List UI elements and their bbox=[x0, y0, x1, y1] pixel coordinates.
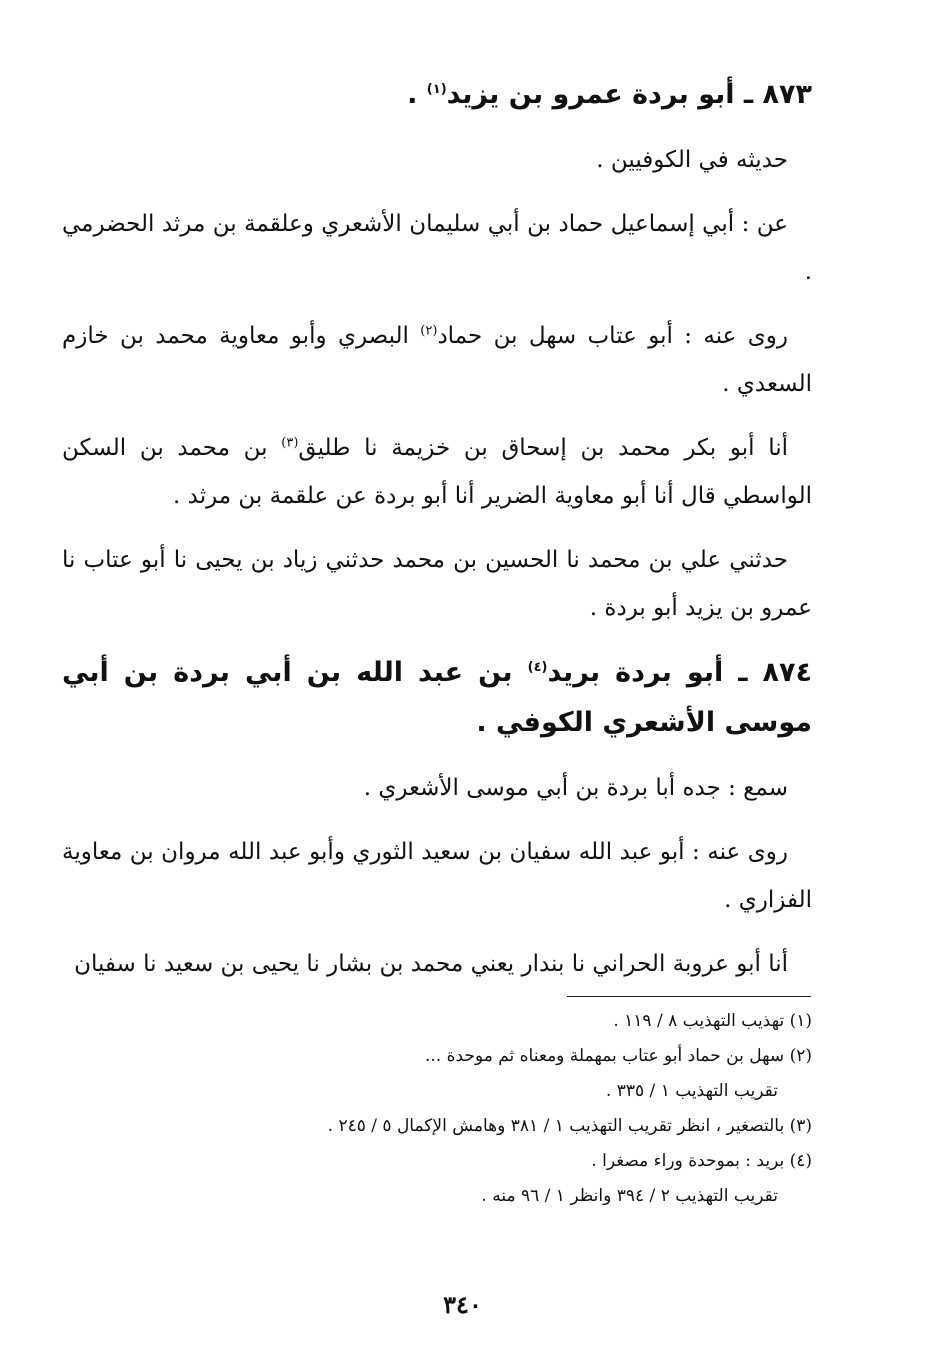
paragraph-isnad-3: أنا أبو عروبة الحراني نا بندار يعني محمد بن بشار نا يحيى بن سعيد نا سفيان bbox=[74, 951, 788, 977]
entry-heading-873 bbox=[62, 70, 812, 120]
paragraph-isnad-2: حدثني علي بن محمد نا الحسين بن محمد حدثني زياد بن يحيى نا أبو عتاب نا عمرو بن يزيد أبو بردة . bbox=[62, 547, 812, 621]
footnote-3: (٣) بالتصغير ، انظر تقريب التهذيب ١ / ٣٨١ وهامش الإكمال ٥ / ٢٤٥ . bbox=[327, 1116, 812, 1136]
heading-text-a: ٨٧٤ ـ أبو بردة بريد bbox=[547, 657, 812, 688]
rawa-text-a: روى عنه : أبو عتاب سهل بن حماد bbox=[437, 323, 788, 349]
footnote-divider bbox=[567, 996, 811, 997]
paragraph-rawa-873 bbox=[62, 312, 812, 408]
footnote-ref-2[interactable]: (٢) bbox=[420, 323, 438, 339]
footnote-4: (٤) بريد : بموحدة وراء مصغرا . bbox=[591, 1151, 812, 1171]
footnote-4-continued: تقريب التهذيب ٢ / ٣٩٤ وانظر ١ / ٩٦ منه . bbox=[481, 1186, 778, 1206]
rawa-text-b: البصري وأبو معاوية محمد بن خازم السعدي . bbox=[62, 323, 812, 397]
heading-text-b: بن عبد الله بن أبي بردة بن أبي موسى الأشعري الكوفي . bbox=[62, 657, 812, 738]
entry-heading-874 bbox=[62, 648, 812, 748]
footnote-ref-1[interactable]: (١) bbox=[426, 82, 447, 97]
heading-text: ٨٧٣ ـ أبو بردة عمرو بن يزيد bbox=[446, 79, 812, 110]
footnotes bbox=[210, 1010, 812, 1220]
footnote-2: (٢) سهل بن حماد أبو عتاب بمهملة ومعناه ثم موحدة ... bbox=[424, 1046, 812, 1066]
isnad-text-b: بن محمد بن السكن الواسطي قال أنا أبو معاوية الضرير أنا أبو بردة عن علقمة بن مرثد . bbox=[62, 435, 812, 509]
main-text bbox=[62, 70, 812, 1004]
paragraph-samia: سمع : جده أبا بردة بن أبي موسى الأشعري . bbox=[363, 775, 788, 801]
footnote-ref-3[interactable]: (٣) bbox=[281, 435, 299, 451]
footnote-ref-4[interactable]: (٤) bbox=[527, 660, 548, 675]
heading-end: . bbox=[407, 79, 427, 110]
paragraph-an: عن : أبي إسماعيل حماد بن أبي سليمان الأشعري وعلقمة بن مرثد الحضرمي . bbox=[62, 211, 812, 285]
isnad-text-a: أنا أبو بكر محمد بن إسحاق بن خزيمة نا طليق bbox=[298, 435, 788, 461]
footnote-1: (١) تهذيب التهذيب ٨ / ١١٩ . bbox=[613, 1011, 812, 1031]
paragraph-rawa-874: روى عنه : أبو عبد الله سفيان بن سعيد الثوري وأبو عبد الله مروان بن معاوية الفزاري . bbox=[62, 839, 812, 913]
paragraph-hadith: حديثه في الكوفيين . bbox=[596, 147, 788, 173]
paragraph-isnad-1 bbox=[62, 424, 812, 520]
footnote-2-continued: تقريب التهذيب ١ / ٣٣٥ . bbox=[605, 1081, 778, 1101]
page-number: ٣٤٠ bbox=[443, 1290, 482, 1319]
